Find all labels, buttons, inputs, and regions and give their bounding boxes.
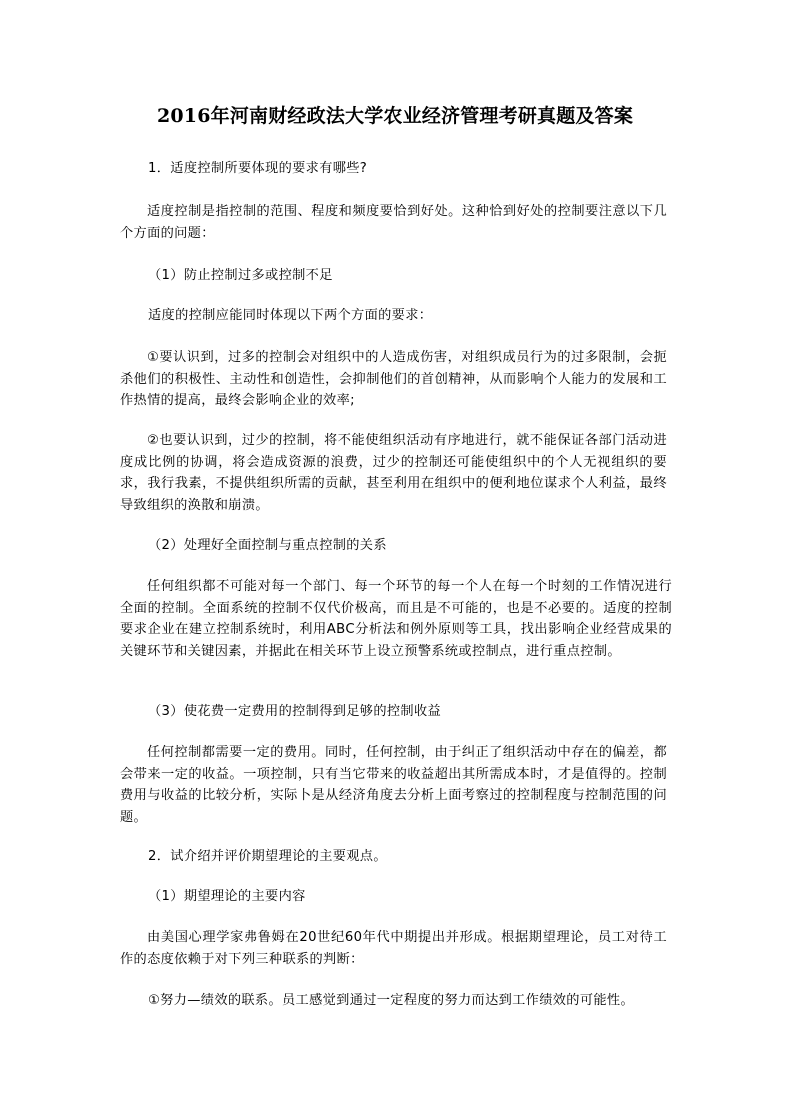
document-title: 2016年河南财经政法大学农业经济管理考研真题及答案 [156, 105, 634, 127]
q1-section-1-heading: （1）防止控制过多或控制不足 [148, 268, 333, 283]
q1-intro-paragraph: 适度控制是指控制的范围、程度和频度要恰到好处。这种恰到好处的控制要注意以下几个方面的问题： [120, 204, 667, 241]
question-2: 2．试介绍并评价期望理论的主要观点。 [148, 849, 387, 864]
q1-section-2-paragraph: 任何组织都不可能对每一个部门、每一个环节的每一个人在每一个时刻的工作情况进行全面的控制。全面系统的控制不仅代价极高，而且是不可能的，也是不必要的。适度的控制要求企业在建立控制系统时，利用ABC分析法和例外原则等工具，找出影响企业经营成果的关键环节和关键因素，并据此在相关环节上设立预警系统或控制点，进行重点控制。 [120, 579, 672, 659]
question-1: 1．适度控制所要体现的要求有哪些? [148, 161, 368, 176]
q2-section-1-point-1: ①努力—绩效的联系。员工感觉到通过一定程度的努力而达到工作绩效的可能性。 [148, 993, 634, 1008]
q1-section-1-point-1: ①要认识到，过多的控制会对组织中的人造成伤害，对组织成员行为的过多限制，会扼杀他们的积极性、主动性和创造性，会抑制他们的首创精神，从而影响个人能力的发展和工作热情的提高，最终会影响企业的效率; [120, 350, 667, 408]
q1-section-1-point-2: ②也要认识到，过少的控制，将不能使组织活动有序地进行，就不能保证各部门活动进度成比例的协调，将会造成资源的浪费，过少的控制还可能使组织中的个人无视组织的要求，我行我素，不提供组织所需的贡献，甚至利用在组织中的便利地位谋求个人利益，最终导致组织的涣散和崩溃。 [120, 433, 667, 513]
q1-section-3-paragraph: 任何控制都需要一定的费用。同时，任何控制，由于纠正了组织活动中存在的偏差，都会带来一定的收益。一项控制，只有当它带来的收益超出其所需成本时，才是值得的。控制费用与收益的比较分析，实际卜是从经济角度去分析上面考察过的控制程度与控制范围的问题。 [120, 745, 667, 825]
q1-section-3-heading: （3）使花费一定费用的控制得到足够的控制收益 [148, 704, 442, 719]
q1-section-2-heading: （2）处理好全面控制与重点控制的关系 [148, 538, 387, 553]
q1-section-1-lead: 适度的控制应能同时体现以下两个方面的要求： [148, 308, 433, 323]
q2-section-1-paragraph: 由美国心理学家弗鲁姆在20世纪60年代中期提出并形成。根据期望理论，员工对待工作的态度依赖于对下列三种联系的判断： [120, 930, 667, 967]
q2-section-1-heading: （1）期望理论的主要内容 [148, 889, 306, 904]
